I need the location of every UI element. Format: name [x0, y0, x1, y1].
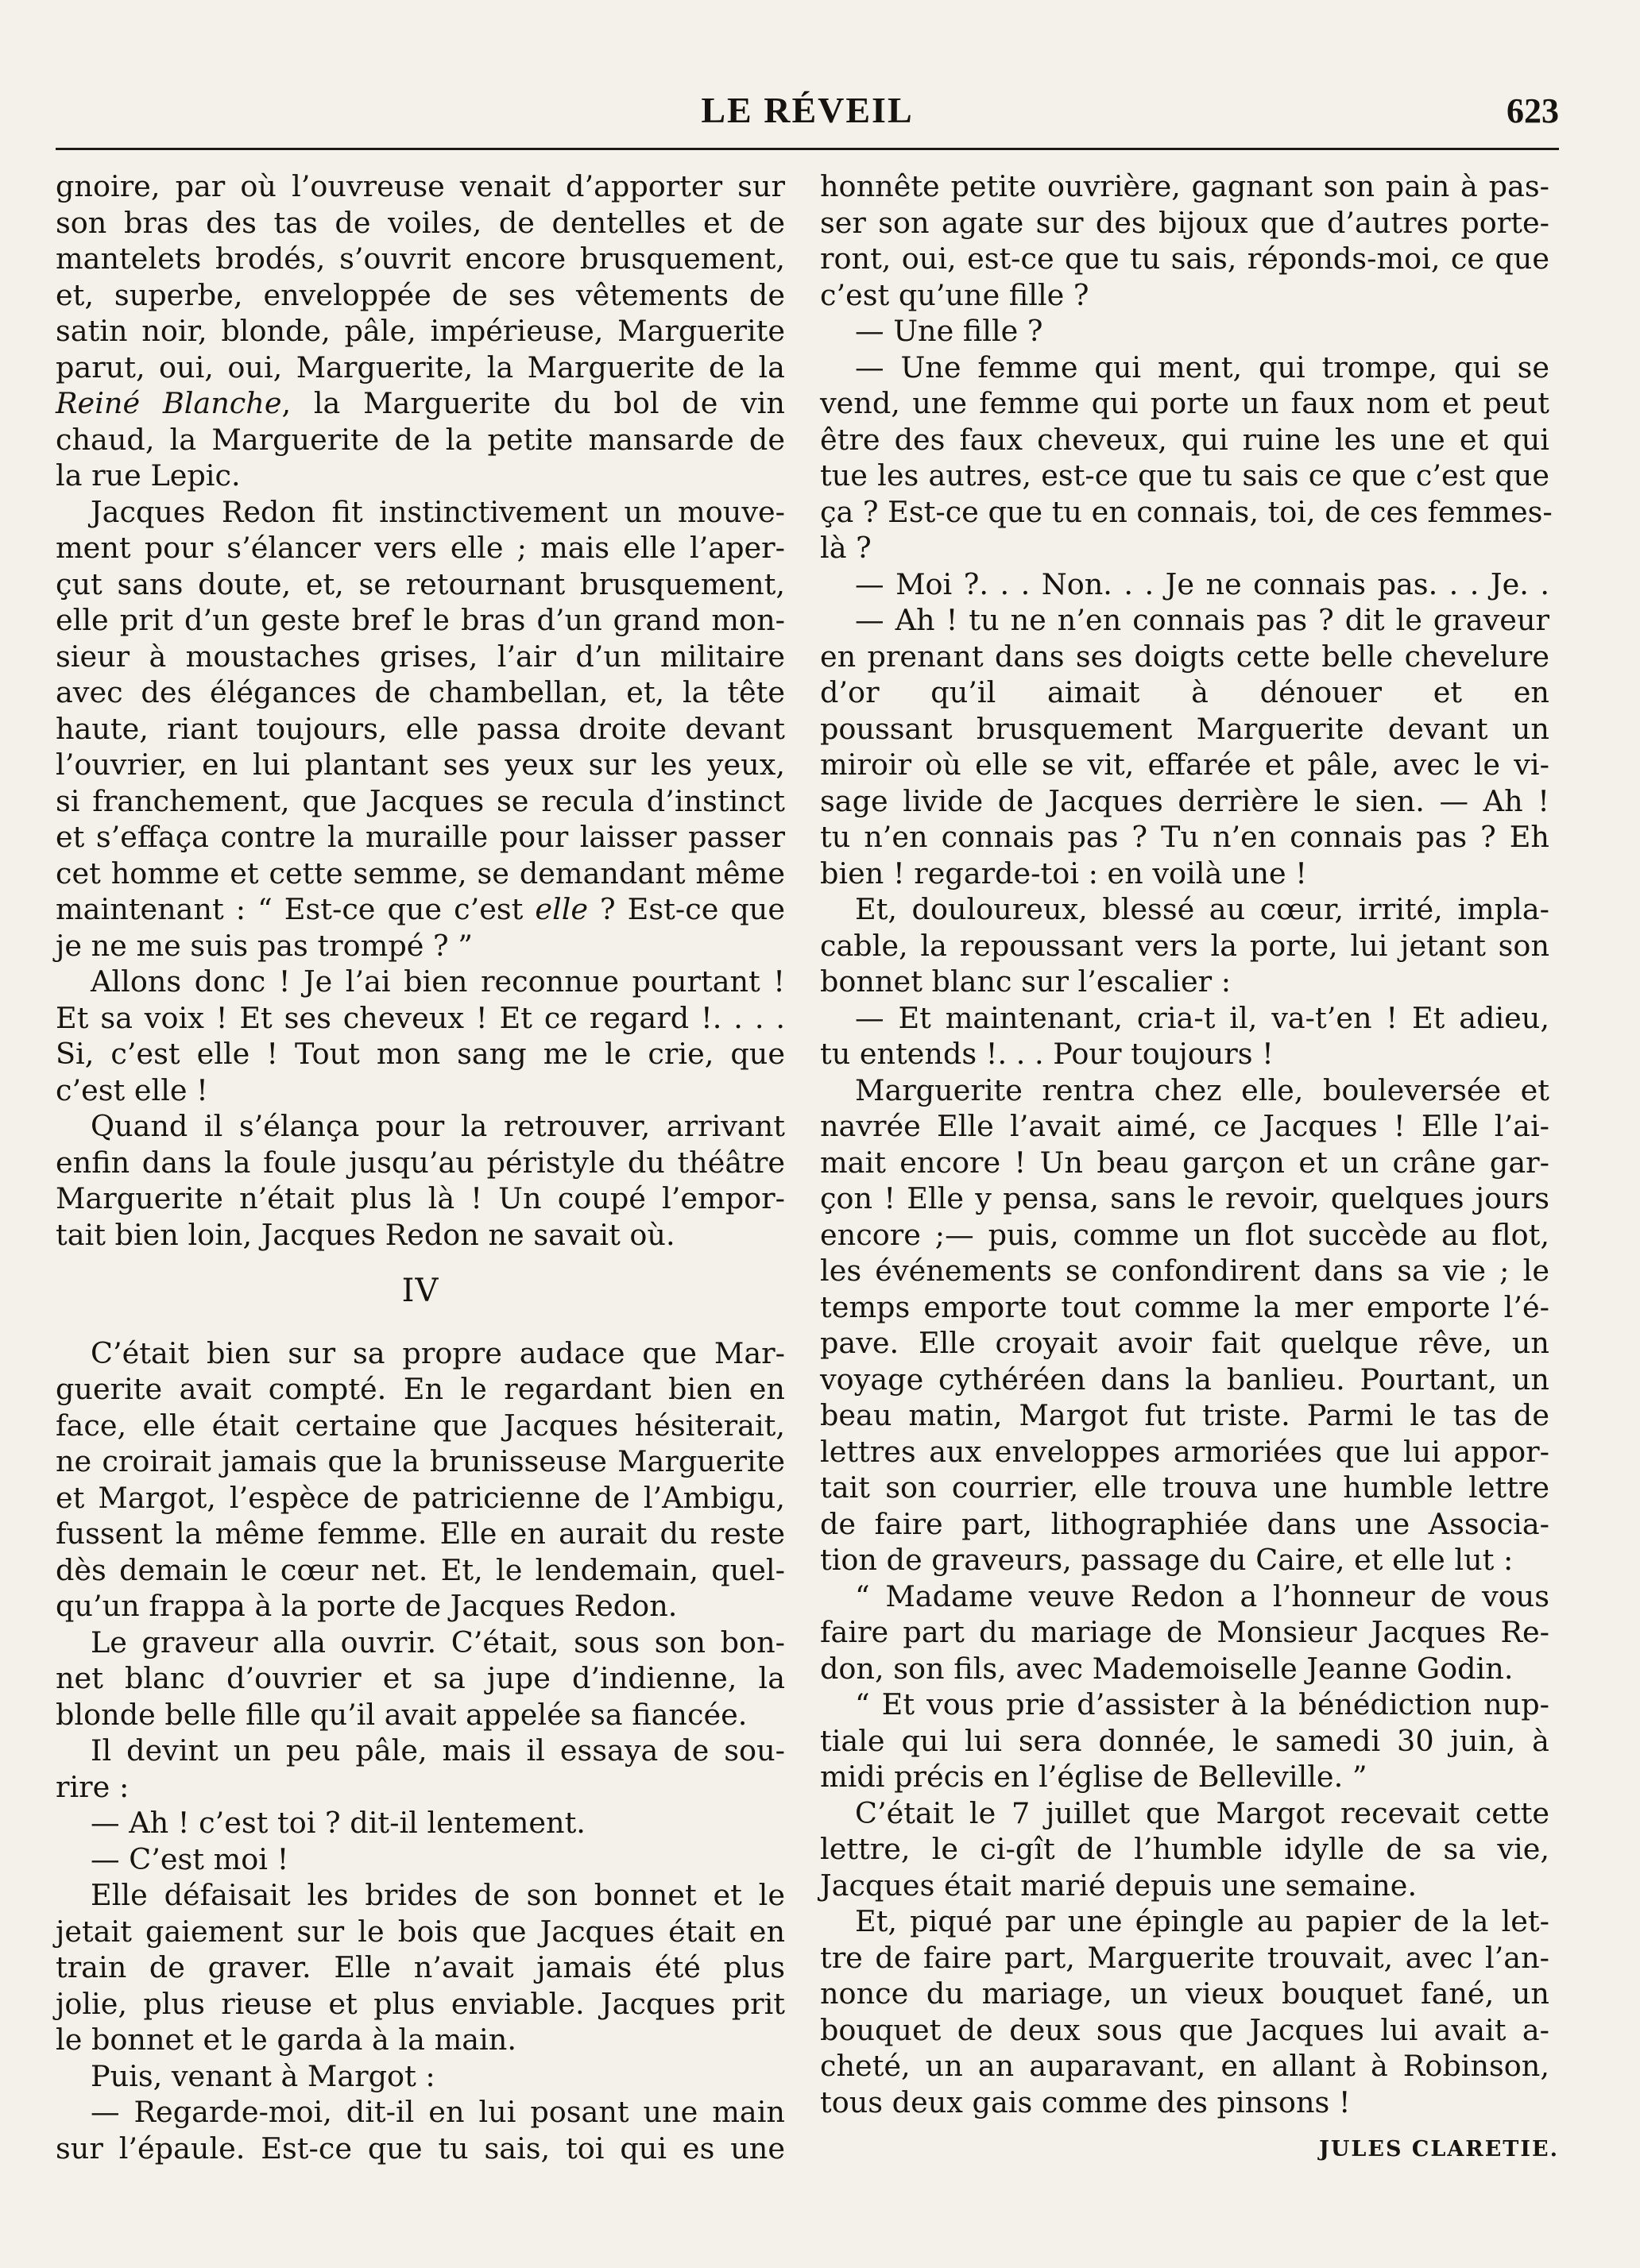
text-line: honnête petite ouvrière, gagnant son pain à pas- [820, 169, 1549, 203]
text-line: ne croirait jamais que la brunisseuse Marguerite [56, 1444, 785, 1478]
text-line: là ? [820, 531, 872, 565]
text-line: elle prit d’un geste bref le bras d’un grand mon- [56, 603, 785, 637]
text-line: tait son courrier, elle trouva une humble lettre [820, 1470, 1549, 1505]
text-line: encore ;— puis, comme un flot succède au flot, [820, 1217, 1549, 1252]
text-line: bien ! regarde-toi : en voilà une ! [820, 856, 1307, 891]
left-column [56, 168, 785, 2166]
text-line: les événements se confondirent dans sa vie ; le [820, 1254, 1549, 1288]
text-line: et s’effaça contre la muraille pour laisser passer [56, 820, 785, 854]
text-line: enfin dans la foule jusqu’au péristyle du théâtre [56, 1145, 785, 1180]
text-line: Marguerite n’était plus là ! Un coupé l’empor- [56, 1181, 785, 1215]
text-line: blonde belle fille qu’il avait appelée sa fiancée. [56, 1697, 748, 1732]
text-line: çut sans doute, et, se retournant brusquement, [56, 566, 785, 601]
text-line: miroir où elle se vit, effarée et pâle, avec le vi- [820, 748, 1549, 782]
text-line: Allons donc ! Je l’ai bien reconnue pourtant ! [91, 964, 785, 999]
text-line: Et, douloureux, blessé au cœur, irrité, impla- [855, 892, 1549, 926]
text-line: don, son fils, avec Mademoiselle Jeanne Godin. [820, 1651, 1514, 1686]
text-line: de faire part, lithographiée dans une Associa- [820, 1506, 1549, 1541]
text-line: tu n’en connais pas ? Tu n’en connais pas ? Eh [820, 820, 1549, 854]
text-line: tait bien loin, Jacques Redon ne savait où. [56, 1217, 675, 1252]
text-line: parut, oui, oui, Marguerite, la Marguerite de la [56, 350, 785, 384]
page-header [56, 89, 1559, 137]
text-line: son bras des tas de voiles, de dentelles et de [56, 205, 785, 240]
text-line: Le graveur alla ouvrir. C’était, sous son bon- [91, 1625, 785, 1659]
text-line: le bonnet et le garda à la main. [56, 2023, 516, 2057]
text-line: Et, piqué par une épingle au papier de la let- [855, 1904, 1549, 1938]
text-line: midi précis en l’église de Belleville. ” [820, 1760, 1367, 1794]
text-line: Jacques Redon fit instinctivement un mouve- [91, 494, 785, 529]
text-line: “ Madame veuve Redon a l’honneur de vous [855, 1578, 1549, 1613]
text-line: rire : [56, 1769, 130, 1804]
text-line: Et sa voix ! Et ses cheveux ! Et ce regard !. . . . [56, 1000, 785, 1035]
text-line: maintenant : “ Est-ce que c’est elle ? Est-ce que [56, 892, 785, 926]
text-line: nonce du mariage, un vieux bouquet fané, un [820, 1976, 1549, 2011]
text-line: c’est qu’une fille ? [820, 277, 1089, 312]
text-line: — C’est moi ! [91, 1841, 289, 1876]
text-line: avec des élégances de chambellan, et, la tête [56, 675, 785, 709]
text-line: tu entends !. . . Pour toujours ! [820, 1037, 1274, 1071]
author-signature: JULES CLARETIE. [1319, 2137, 1559, 2162]
section-heading: IV [401, 1273, 439, 1309]
text-line: voyage cythéréen dans la banlieu. Pourtant, un [820, 1362, 1549, 1397]
text-line: — Regarde-moi, dit-il en lui posant une main [91, 2095, 785, 2129]
text-line: l’ouvrier, en lui plantant ses yeux sur les yeux, [56, 748, 785, 782]
text-line: d’or qu’il aimait à dénouer et en [820, 675, 1549, 709]
text-line: sage livide de Jacques derrière le sien. — Ah ! [820, 783, 1549, 818]
text-line: tre de faire part, Marguerite trouvait, avec l’an- [820, 1940, 1549, 1975]
text-line: — Une fille ? [855, 314, 1043, 348]
text-line: temps emporte tout comme la mer emporte l’é- [820, 1289, 1549, 1324]
text-line: mait encore ! Un beau garçon et un crâne gar- [820, 1145, 1549, 1180]
text-line: Quand il s’élança pour la retrouver, arrivant [91, 1109, 785, 1143]
text-line: sur l’épaule. Est-ce que tu sais, toi qui es une [56, 2131, 785, 2166]
text-line: faire part du mariage de Monsieur Jacques Re- [820, 1615, 1549, 1649]
text-line: Marguerite rentra chez elle, bouleversée et [855, 1072, 1549, 1107]
text-line: et, superbe, enveloppée de ses vêtements de [56, 277, 785, 312]
text-line: guerite avait compté. En le regardant bien en [56, 1372, 785, 1406]
text-line: train de graver. Elle n’avait jamais été plus [56, 1950, 785, 1984]
text-line: sieur à moustaches grises, l’air d’un militaire [56, 639, 785, 674]
text-line: lettre, le ci-gît de l’humble idylle de sa vie, [820, 1832, 1549, 1866]
text-line: chaud, la Marguerite de la petite mansarde de [56, 422, 785, 457]
text-line: Si, c’est elle ! Tout mon sang me le crie, que [56, 1037, 785, 1071]
text-line: la rue Lepic. [56, 458, 241, 493]
text-line: “ Et vous prie d’assister à la bénédiction nup- [855, 1687, 1549, 1721]
text-line: ser son agate sur des bijoux que d’autres porte- [820, 205, 1549, 240]
text-line: poussant brusquement Marguerite devant un [820, 711, 1549, 746]
text-line: c’est elle ! [56, 1072, 208, 1107]
text-line: ça ? Est-ce que tu en connais, toi, de ces femmes- [820, 494, 1553, 529]
text-line: — Ah ! c’est toi ? dit-il lentement. [91, 1806, 586, 1840]
text-line: fussent la même femme. Elle en aurait du reste [56, 1517, 785, 1551]
text-line: Puis, venant à Margot : [91, 2058, 435, 2093]
text-line: face, elle était certaine que Jacques hésiterait, [56, 1408, 785, 1443]
text-line: Il devint un peu pâle, mais il essaya de sou- [91, 1733, 785, 1768]
text-line: cable, la repoussant vers la porte, lui jetant son [820, 928, 1549, 963]
text-line: Elle défaisait les brides de son bonnet et le [91, 1878, 785, 1912]
text-line: tue les autres, est-ce que tu sais ce que c’est que [820, 458, 1549, 493]
text-line: tous deux gais comme des pinsons ! [820, 2084, 1351, 2119]
text-line: tion de graveurs, passage du Caire, et elle lut : [820, 1543, 1514, 1577]
text-line: navrée Elle l’avait aimé, ce Jacques ! Elle l’ai- [820, 1109, 1549, 1143]
text-line: mantelets brodés, s’ouvrit encore brusquement, [56, 241, 785, 276]
text-line: je ne me suis pas trompé ? ” [56, 928, 473, 963]
header-rule [56, 148, 1559, 150]
text-line: vend, une femme qui porte un faux nom et peut [820, 386, 1549, 420]
text-line: — Une femme qui ment, qui trompe, qui se [855, 350, 1549, 384]
text-line: — Et maintenant, cria-t il, va-t’en ! Et adieu, [855, 1000, 1549, 1035]
text-line: — Moi ?. . . Non. . . Je ne connais pas. . . Je. . [855, 566, 1549, 601]
text-line: pave. Elle croyait avoir fait quelque rêve, un [820, 1326, 1549, 1360]
text-line: cet homme et cette semme, se demandant même [56, 856, 785, 891]
text-line: C’était bien sur sa propre audace que Mar- [91, 1335, 785, 1370]
text-line: Jacques était marié depuis une semaine. [820, 1868, 1418, 1903]
running-title: LE RÉVEIL [701, 90, 914, 130]
text-line: çon ! Elle y pensa, sans le revoir, quelques jours [820, 1181, 1549, 1215]
right-column [820, 168, 1553, 2120]
text-line: lettres aux enveloppes armoriées que lui appor- [820, 1434, 1549, 1469]
text-line: tiale qui lui sera donnée, le samedi 30 juin, à [820, 1723, 1549, 1758]
text-line: C’était le 7 juillet que Margot recevait cette [855, 1795, 1549, 1830]
text-line: bonnet blanc sur l’escalier : [820, 964, 1232, 999]
text-line: cheté, un an auparavant, en allant à Robinson, [820, 2049, 1549, 2083]
text-line: satin noir, blonde, pâle, impérieuse, Marguerite [56, 314, 785, 348]
text-line: si franchement, que Jacques se recula d’instinct [56, 783, 785, 818]
text-line: ront, oui, est-ce que tu sais, réponds-moi, ce que [820, 241, 1549, 276]
text-line: — Ah ! tu ne n’en connais pas ? dit le graveur [855, 603, 1549, 637]
text-line: net blanc d’ouvrier et sa jupe d’indienne, la [56, 1661, 785, 1695]
text-line: gnoire, par où l’ouvreuse venait d’apporter sur [56, 169, 785, 203]
text-line: et Margot, l’espèce de patricienne de l’Ambigu, [56, 1480, 785, 1515]
text-line: qu’un frappa à la porte de Jacques Redon. [56, 1589, 678, 1623]
text-line: Reiné Blanche, la Marguerite du bol de vin [56, 386, 785, 420]
text-line: être des faux cheveux, qui ruine les une et qui [820, 422, 1549, 457]
text-line: haute, riant toujours, elle passa droite devant [56, 711, 785, 746]
text-line: jolie, plus rieuse et plus enviable. Jacques prit [56, 1986, 785, 2021]
text-line: en prenant dans ses doigts cette belle chevelure [820, 639, 1549, 674]
text-line: jetait gaiement sur le bois que Jacques était en [56, 1914, 785, 1949]
page-number: 623 [1507, 91, 1559, 130]
text-line: dès demain le cœur net. Et, le lendemain, quel- [56, 1552, 785, 1587]
text-line: bouquet de deux sous que Jacques lui avait a- [820, 2012, 1549, 2047]
text-line: beau matin, Margot fut triste. Parmi le tas de [820, 1398, 1549, 1432]
text-line: ment pour s’élancer vers elle ; mais elle l’aper- [56, 531, 785, 565]
